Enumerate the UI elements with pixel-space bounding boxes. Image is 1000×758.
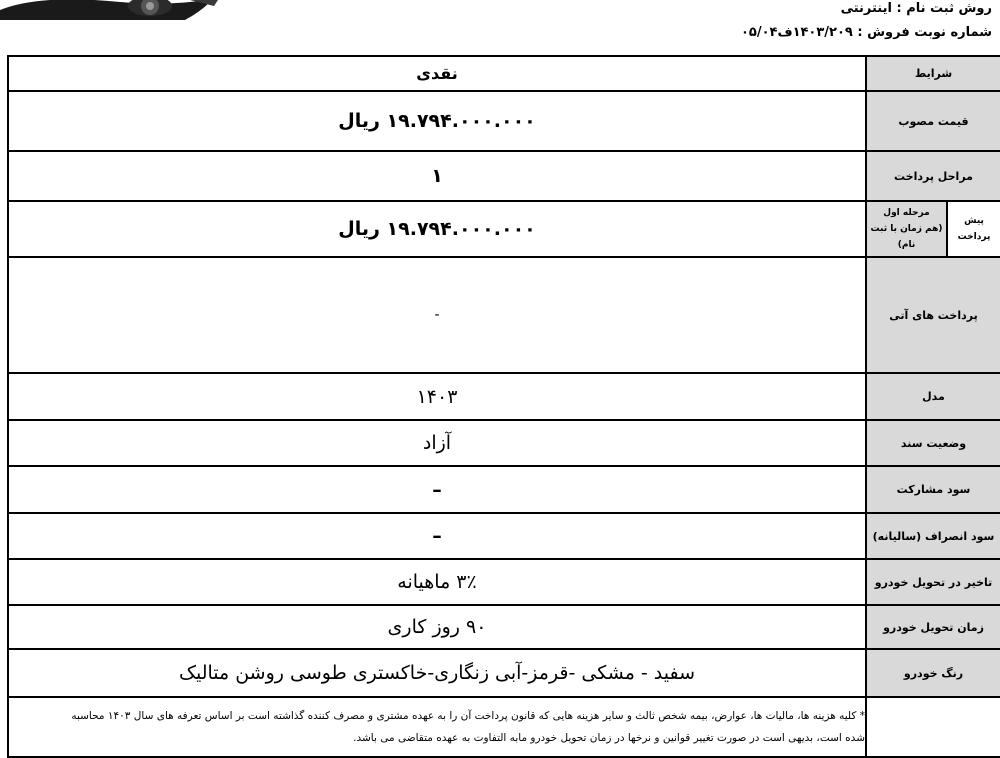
- delivery-delay-label: تاخیر در تحویل خودرو: [866, 559, 1000, 605]
- delivery-time-value: ۹۰ روز کاری: [8, 605, 866, 649]
- notes-label-cell: [866, 697, 1000, 757]
- cancellation-profit-label: سود انصراف (سالیانه): [866, 513, 1000, 559]
- car-image: [0, 0, 220, 20]
- note-line-1: * کلیه هزینه ها، مالیات ها، عوارض، بیمه شخص ثالث و سایر هزینه هایی که قانون پرداخت آن را به عهده مشتری و مصرف کننده گذاشته است بر اساس تعرفه های سال ۱۴۰۳ محاسبه: [71, 710, 865, 722]
- sales-conditions-table: [7, 55, 1000, 758]
- table-row: [8, 605, 1000, 649]
- participation-profit-value: –: [8, 466, 866, 513]
- approved-price-value: ۱۹.۷۹۴.۰۰۰.۰۰۰ ریال: [8, 91, 866, 151]
- table-row: [8, 513, 1000, 559]
- table-row: [8, 151, 1000, 201]
- table-row: [8, 420, 1000, 466]
- table-row: [8, 373, 1000, 420]
- table-row: [8, 257, 1000, 373]
- table-row: [8, 559, 1000, 605]
- table-row: [8, 56, 1000, 91]
- future-payments-label: پرداخت های آتی: [866, 257, 1000, 373]
- cancellation-profit-value: –: [8, 513, 866, 559]
- registration-method: روش ثبت نام : اینترنتی: [840, 1, 992, 16]
- first-stage-title: مرحله اول: [883, 208, 930, 218]
- delivery-time-label: زمان تحویل خودرو: [866, 605, 1000, 649]
- car-color-label: رنگ خودرو: [866, 649, 1000, 697]
- note-line-2: شده است، بدیهی است در صورت تغییر قوانین و نرخها در زمان تحویل خودرو مابه التفاوت به عهده متقاضی می باشد.: [353, 732, 865, 744]
- conditions-value: نقدی: [8, 56, 866, 91]
- table-row: [8, 201, 1000, 257]
- car-color-value: سفید - مشکی -قرمز-آبی زنگاری-خاکستری طوسی روشن متالیک: [8, 649, 866, 697]
- model-label: مدل: [866, 373, 1000, 420]
- notes-text: [8, 697, 866, 757]
- first-stage-value: ۱۹.۷۹۴.۰۰۰.۰۰۰ ریال: [8, 201, 866, 257]
- model-value: ۱۴۰۳: [8, 373, 866, 420]
- delivery-delay-value: ۳٪ ماهیانه: [8, 559, 866, 605]
- conditions-label: شرایط: [866, 56, 1000, 91]
- first-stage-note: (هم زمان با ثبت نام): [870, 224, 943, 250]
- document-status-label: وضعیت سند: [866, 420, 1000, 466]
- table-row: [8, 91, 1000, 151]
- table-row: [8, 466, 1000, 513]
- prepayment-label: پیش پرداخت: [947, 201, 1000, 257]
- document-status-value: آزاد: [8, 420, 866, 466]
- table-row: [8, 649, 1000, 697]
- payment-stages-label: مراحل پرداخت: [866, 151, 1000, 201]
- first-stage-label: [866, 201, 947, 257]
- payment-stages-value: ۱: [8, 151, 866, 201]
- participation-profit-label: سود مشارکت: [866, 466, 1000, 513]
- sale-number: شماره نوبت فروش : ۱۴۰۳/۲۰۹ف۰۵/۰۴: [740, 25, 992, 40]
- approved-price-label: قیمت مصوب: [866, 91, 1000, 151]
- future-payments-value: -: [8, 257, 866, 373]
- table-row: [8, 697, 1000, 757]
